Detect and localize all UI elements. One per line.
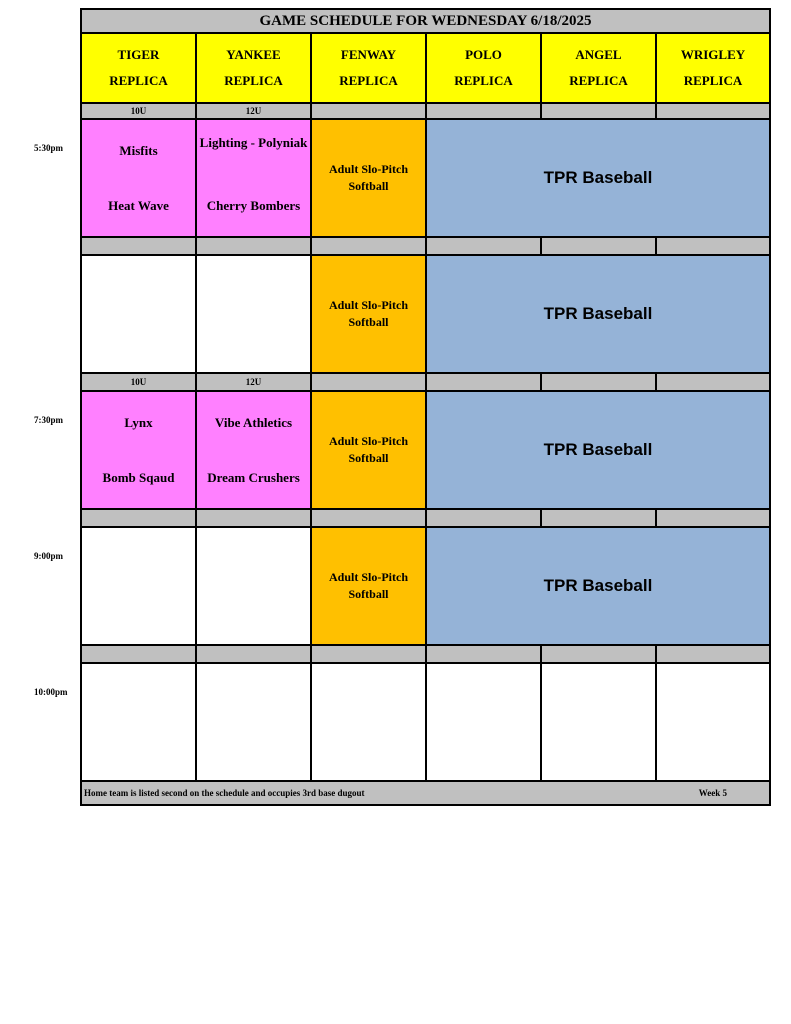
- game-tiger-730: [82, 392, 197, 510]
- field-header-fenway: [312, 34, 427, 104]
- divider-cell: [82, 646, 197, 664]
- empty-slot: [197, 528, 312, 646]
- divider-cell: [197, 510, 312, 528]
- divider-cell: [82, 238, 197, 256]
- divider-cell: [657, 238, 769, 256]
- divider-cell: [82, 510, 197, 528]
- divider-cell: [312, 104, 427, 120]
- divider-cell: [427, 104, 542, 120]
- home-team: Bomb Sqaud: [102, 470, 175, 485]
- game-yankee-730: [197, 392, 312, 510]
- field-sub: REPLICA: [683, 73, 743, 88]
- week-label: Week 5: [698, 788, 727, 798]
- field-header-yankee: [197, 34, 312, 104]
- field-sub: REPLICA: [569, 73, 628, 88]
- divider-cell: [312, 510, 427, 528]
- field-header-tiger: [82, 34, 197, 104]
- empty-slot: [197, 256, 312, 374]
- field-name: FENWAY: [340, 47, 397, 62]
- divider-cell: [197, 646, 312, 664]
- fenway-softball-3: Adult Slo-Pitch Softball: [312, 392, 427, 510]
- divider-cell: [427, 510, 542, 528]
- divider-cell: [542, 238, 657, 256]
- divider-cell: [542, 510, 657, 528]
- field-sub: REPLICA: [224, 73, 283, 88]
- field-header-angel: [542, 34, 657, 104]
- divider-cell: [312, 238, 427, 256]
- field-sub: REPLICA: [339, 73, 398, 88]
- empty-slot: [197, 664, 312, 782]
- field-header-polo: [427, 34, 542, 104]
- home-team: Cherry Bombers: [206, 198, 301, 213]
- divider-cell: [312, 646, 427, 664]
- field-name: YANKEE: [226, 47, 281, 62]
- age-group-tiger: 10U: [82, 374, 197, 392]
- divider-cell: [657, 510, 769, 528]
- field-header-wrigley: [657, 34, 769, 104]
- schedule-footer: [82, 782, 769, 804]
- away-team: Vibe Athletics: [214, 415, 293, 430]
- field-name: POLO: [465, 47, 502, 62]
- empty-slot: [82, 528, 197, 646]
- away-team: Misfits: [119, 143, 158, 158]
- time-label-730: 7:30pm: [34, 415, 63, 425]
- empty-slot: [542, 664, 657, 782]
- schedule-table: [80, 8, 771, 806]
- home-team: Heat Wave: [108, 198, 169, 213]
- divider-cell: [427, 646, 542, 664]
- divider-cell: [657, 374, 769, 392]
- time-label-530: 5:30pm: [34, 143, 63, 153]
- divider-cell: [542, 646, 657, 664]
- fenway-softball-1: Adult Slo-Pitch Softball: [312, 120, 427, 238]
- empty-slot: [82, 256, 197, 374]
- divider-cell: [657, 104, 769, 120]
- away-team: Lighting - Polyniak: [199, 135, 308, 150]
- field-sub: REPLICA: [109, 73, 168, 88]
- away-team: Lynx: [124, 415, 153, 430]
- time-label-1000: 10:00pm: [34, 687, 68, 697]
- time-label-900: 9:00pm: [34, 551, 63, 561]
- divider-cell: [312, 374, 427, 392]
- tpr-baseball-4: TPR Baseball: [427, 528, 769, 646]
- divider-cell: [197, 238, 312, 256]
- tpr-baseball-2: TPR Baseball: [427, 256, 769, 374]
- divider-cell: [542, 104, 657, 120]
- field-name: TIGER: [117, 47, 160, 62]
- age-group-tiger: 10U: [82, 104, 197, 120]
- empty-slot: [312, 664, 427, 782]
- age-group-yankee: 12U: [197, 104, 312, 120]
- empty-slot: [657, 664, 769, 782]
- divider-cell: [427, 238, 542, 256]
- field-sub: REPLICA: [454, 73, 513, 88]
- fenway-softball-4: Adult Slo-Pitch Softball: [312, 528, 427, 646]
- divider-cell: [657, 646, 769, 664]
- age-group-yankee: 12U: [197, 374, 312, 392]
- divider-cell: [427, 374, 542, 392]
- field-name: WRIGLEY: [680, 47, 746, 62]
- field-name: ANGEL: [575, 47, 622, 62]
- home-team: Dream Crushers: [207, 470, 300, 485]
- empty-slot: [82, 664, 197, 782]
- empty-slot: [427, 664, 542, 782]
- tpr-baseball-3: TPR Baseball: [427, 392, 769, 510]
- footer-note: Home team is listed second on the schedule and occupies 3rd base dugout: [84, 788, 365, 798]
- divider-cell: [542, 374, 657, 392]
- tpr-baseball-1: TPR Baseball: [427, 120, 769, 238]
- game-yankee-530: [197, 120, 312, 238]
- game-tiger-530: [82, 120, 197, 238]
- schedule-title: GAME SCHEDULE FOR WEDNESDAY 6/18/2025: [82, 10, 769, 34]
- fenway-softball-2: Adult Slo-Pitch Softball: [312, 256, 427, 374]
